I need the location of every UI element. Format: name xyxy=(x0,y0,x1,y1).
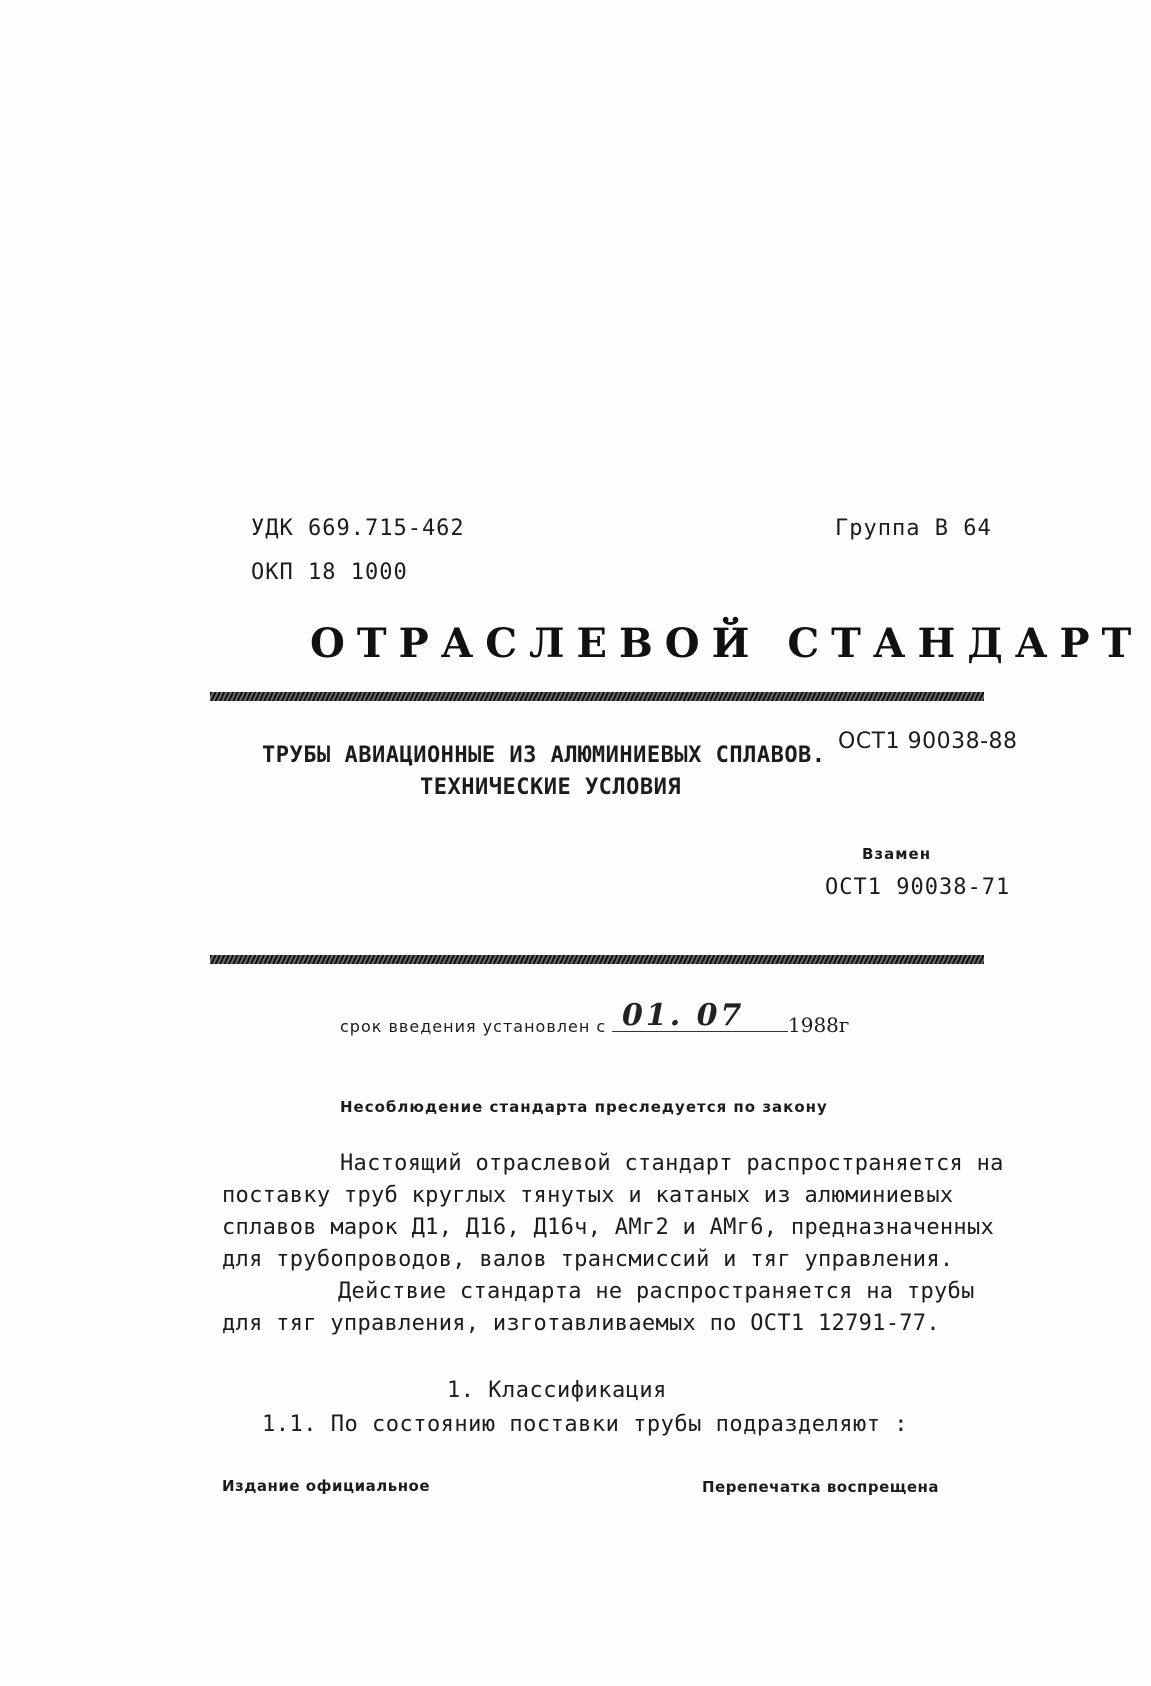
effective-date-handwritten: 01. 07 xyxy=(622,998,745,1033)
effective-year: 1988г xyxy=(788,1013,850,1037)
subject-line-1: ТРУБЫ АВИАЦИОННЫЕ ИЗ АЛЮМИНИЕВЫХ СПЛАВОВ. xyxy=(262,743,826,768)
body-line: для трубопроводов, валов трансмиссий и тяг управления. xyxy=(222,1247,954,1272)
standard-number: ОСТ1 90038-88 xyxy=(838,729,1018,754)
section-clause: 1.1. По состоянию поставки трубы подразделяют : xyxy=(262,1412,909,1437)
official-edition-note: Издание официальное xyxy=(222,1477,431,1495)
law-notice: Несоблюдение стандарта преследуется по закону xyxy=(340,1098,828,1116)
okp-code: ОКП 18 1000 xyxy=(251,560,408,585)
body-line: для тяг управления, изготавливаемых по ОСТ1 12791-77. xyxy=(222,1311,940,1336)
bottom-divider xyxy=(210,955,984,964)
body-line: Настоящий отраслевой стандарт распространяется на xyxy=(340,1151,1004,1176)
body-line: Действие стандарта не распространяется на трубы xyxy=(338,1279,975,1304)
standard-title: ОТРАСЛЕВОЙ СТАНДАРТ xyxy=(310,620,1144,667)
udk-code: УДК 669.715-462 xyxy=(251,516,465,541)
section-heading: 1. Классификация xyxy=(447,1378,667,1403)
effective-date-label: срок введения установлен с xyxy=(340,1017,607,1036)
subject-line-2: ТЕХНИЧЕСКИЕ УСЛОВИЯ xyxy=(420,775,682,800)
effective-date-underline xyxy=(612,1031,788,1032)
group-code: Группа В 64 xyxy=(835,516,992,541)
top-divider xyxy=(210,692,984,701)
replacement-label: Взамен xyxy=(862,845,932,863)
body-line: поставку труб круглых тянутых и катаных из алюминиевых xyxy=(222,1183,954,1208)
body-line: сплавов марок Д1, Д16, Д16ч, АМг2 и АМг6, предназначенных xyxy=(222,1215,995,1240)
replaced-standard-number: ОСТ1 90038-71 xyxy=(825,875,1011,900)
reprint-prohibited-note: Перепечатка воспрещена xyxy=(702,1478,940,1496)
